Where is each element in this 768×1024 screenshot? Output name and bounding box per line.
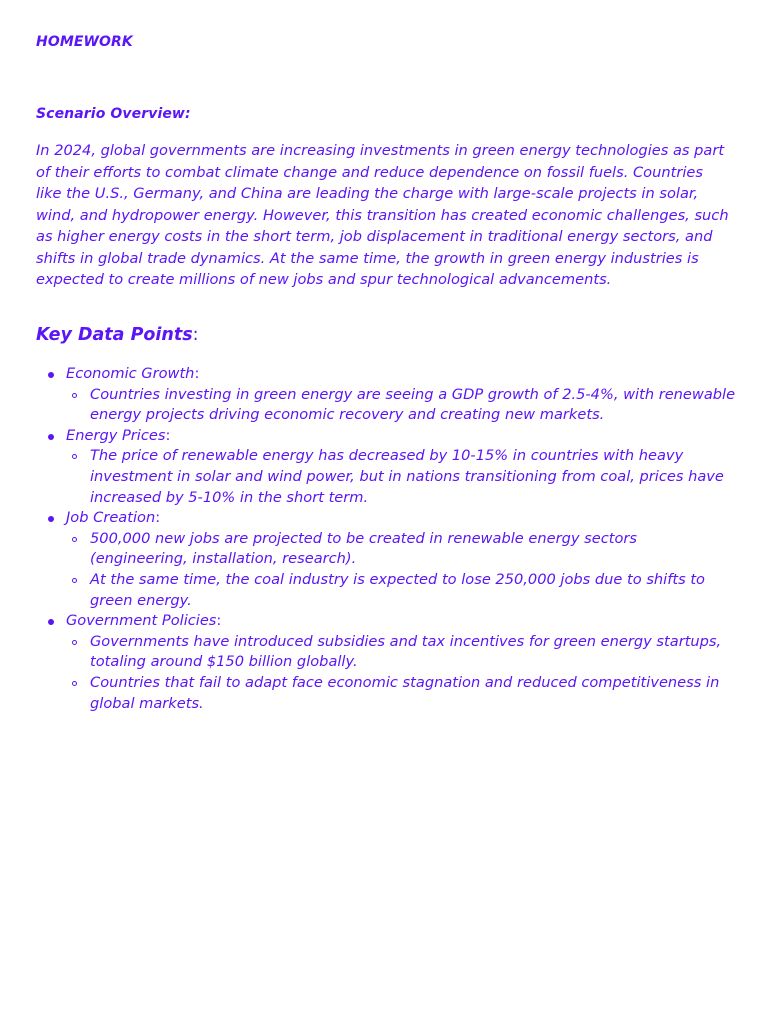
list-item-government-policies — [36, 611, 736, 714]
scenario-overview-heading: Scenario Overview: — [36, 106, 191, 122]
item-title — [66, 509, 160, 526]
key-data-points-colon: : — [192, 325, 199, 345]
item-title — [66, 612, 221, 629]
sub-list-item: Governments have introduced subsidies and tax incentives for green energy startups, totaling around $150 billion globally. — [66, 632, 736, 673]
sub-list — [66, 529, 736, 611]
key-data-points-heading — [36, 325, 199, 345]
sub-list — [66, 385, 736, 426]
item-title-colon: : — [194, 365, 200, 382]
item-title-text: Job Creation — [66, 509, 156, 527]
item-title — [66, 365, 199, 382]
key-data-points-title: Key Data Points — [36, 325, 193, 345]
list-item-job-creation — [36, 508, 736, 611]
item-title — [66, 427, 170, 444]
sub-list-item: At the same time, the coal industry is expected to lose 250,000 jobs due to shifts to green energy. — [66, 570, 736, 611]
sub-list-item: Countries investing in green energy are seeing a GDP growth of 2.5-4%, with renewable energy projects driving economic recovery and creating new markets. — [66, 385, 736, 426]
item-title-colon: : — [155, 509, 161, 527]
sub-list-item: The price of renewable energy has decreased by 10-15% in countries with heavy investment in solar and wind power, but in nations transitioning from coal, prices have increased by 5-10% in the short term. — [66, 446, 736, 508]
sub-list-item: Countries that fail to adapt face economic stagnation and reduced competitiveness in global markets. — [66, 673, 736, 714]
sub-list — [66, 632, 736, 714]
item-title-colon: : — [165, 426, 171, 444]
item-title-text: Energy Prices — [66, 426, 166, 444]
scenario-overview-text: In 2024, global governments are increasing investments in green energy technologies as part of their efforts to combat climate change and reduce dependence on fossil fuels. Countries like the U.S., Germany, and China are leading the charge with large-scale projects in solar, wind, and hydropower energy. However, this transition has created economic challenges, such as higher energy costs in the short term, job displacement in traditional energy sectors, and shifts in global trade dynamics. At the same time, the growth in green energy industries is expected to create millions of new jobs and spur technological advancements. — [36, 142, 729, 288]
item-title-colon: : — [216, 612, 222, 630]
list-item-energy-prices — [36, 426, 736, 508]
homework-label: HOMEWORK — [36, 34, 133, 50]
key-data-points-list — [36, 364, 736, 714]
list-item-economic-growth — [36, 364, 736, 426]
item-title-text: Economic Growth — [66, 365, 195, 382]
sub-list — [66, 446, 736, 508]
item-title-text: Government Policies — [66, 612, 217, 630]
sub-list-item: 500,000 new jobs are projected to be created in renewable energy sectors (engineering, installation, research). — [66, 529, 736, 570]
